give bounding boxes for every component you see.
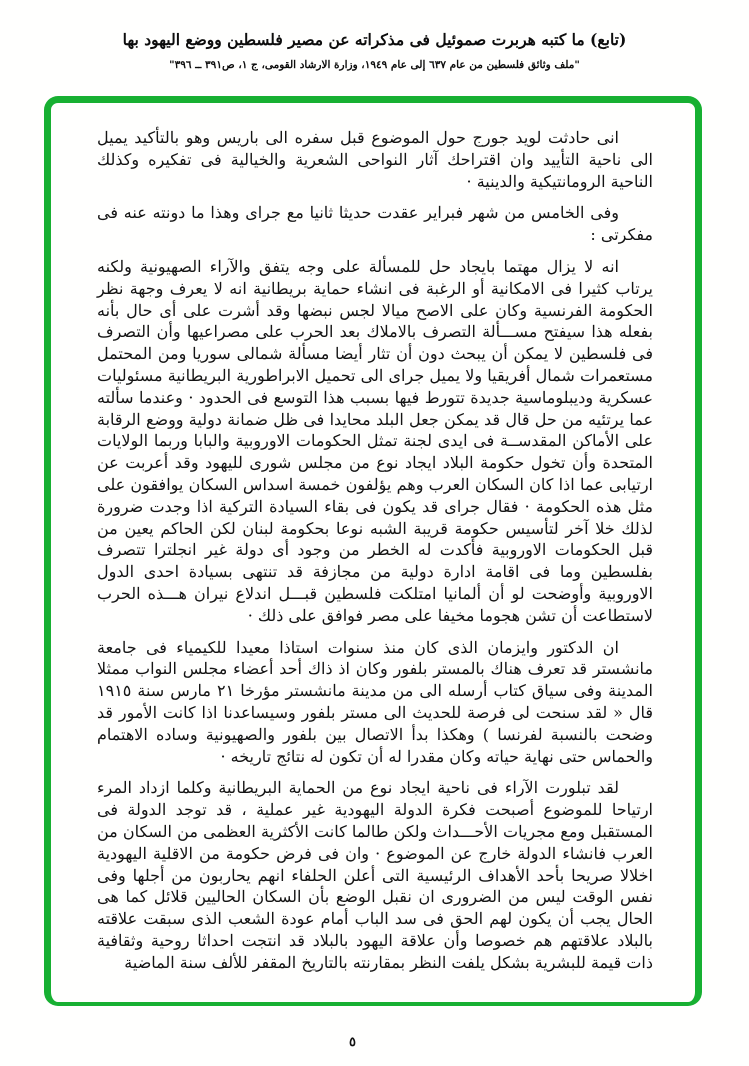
paragraph: لقد تبلورت الآراء فى ناحية ايجاد نوع من الحماية البريطانية وكلما ازداد المرء ارتياحا للموضوع أصبحت فكرة الدولة اليهودية غير عملية ، قد توجد الدولة فى المستقبل ومع مجريات الأحـــداث ولكن طالما كانت الأكثرية العظمى من السكان من العرب فانشاء الدولة خارج عن الموضوع · وان فى فرض حكومة من الاقلية اليهودية اخلالا صريحا بأحد الأهداف الرئيسية التى أعلن الحلفاء انهم يحاربون من أجلها وفى نفس الوقت ليس من الضرورى ان نقبل الوضع بأن السكان الحاليين قلائل كما هى الحال يجب أن يكون لهم الحق فى سد الباب أمام عودة الشعب الذى سبقت علاقته بالبلاد علاقتهم هم خصوصا وأن علاقة اليهود بالبلاد قد انتجت احداثا روحية وثقافية ذات قيمة للبشرية بشكل يلفت النظر بمقارنته بالتاريخ المقفر للألف سنة الماضية (97, 778, 653, 972)
paragraph: انى حادثت لويد جورج حول الموضوع قبل سفره الى باريس وهو بالتأكيد يميل الى ناحية التأييد وان اقتراحك آثار النواحى الشعرية والخيالية فى تفكيره وكذلك الناحية الرومانتيكية والدينية · (97, 128, 653, 191)
page-header (0, 30, 749, 71)
document-title: (تابع) ما كتبه هربرت صموئيل فى مذكراته عن مصير فلسطين ووضع اليهود بها (122, 30, 627, 49)
paragraph: وفى الخامس من شهر فبراير عقدت حديثا ثانيا مع جراى وهذا ما دونته عنه فى مفكرتى : (97, 203, 653, 245)
document-body-text (97, 127, 653, 973)
page-number: ٥ (349, 1035, 356, 1050)
document-source-citation: "ملف وثائق فلسطين من عام ٦٣٧ إلى عام ١٩٤٩، وزارة الارشاد القومى، ج ١، ص٣٩١ ــ ٣٩٦" (169, 59, 580, 71)
paragraph: ان الدكتور وايزمان الذى كان منذ سنوات استاذا معيدا للكيمياء فى جامعة مانشستر قد تعرف هناك بالمستر بلفور وكان اذ ذاك أحد أعضاء مجلس النواب ممثلا المدينة وفى سياق كتاب أرسله الى من مدينة مانشستر مؤرخا ٢١ مارس سنة ١٩١٥ قال « لقد سنحت لى فرصة للحديث الى مستر بلفور وسيساعدنا اذا كانت الأمور قد وضحت بالنسبة لفرنسا ) وهكذا بدأ الاتصال بين بلفور والصهيونية وساده الاهتمام والحماس حتى نهاية حياته وكان مقدرا له أن تكون له نتائج تاريخه · (97, 637, 654, 766)
green-annotation-frame (44, 96, 702, 1006)
paragraph: انه لا يزال مهتما بايجاد حل للمسألة على وجه يتفق والآراء الصهيونية ولكنه يرتاب كثيرا فى الامكانية أو الرغبة فى انشاء حماية بريطانية انه لا يعرف وجهة نظر الحكومة الفرنسية وكان على الاصح ميالا لجس نبضها وقد أشرت على أى حال بأنه بفعله هذا سيفتح مســـألة التصرف بالاملاك بعد الحرب على مصراعيها وأن التصرف فى فلسطين لا يمكن أن يبحث دون أن تثار أيضا مسألة شمالى سوريا ومن المحتمل مستعمرات شمال أفريقيا ولا يميل جراى الى تحميل الابراطورية البريطانية مسئوليات عسكرية وديبلوماسية جديدة تتورط فيها بسبب هذا التوسع فى الحدود · وعندما سألته عما يرتئيه من حل قال قد يمكن جعل البلد محايدا فى ظل ضمانة دولية ووضع الرقابة على الأماكن المقدســة فى ايدى لجنة تمثل الحكومات الاوروبية والبابا وربما الولايات المتحدة وأن تخول حكومة البلاد ايجاد نوع من مجلس شورى لليهود وقد أعربت عن ارتيابى عما اذا كان السكان العرب وهم يؤلفون خمسة اسداس السكان يوافقون على مثل هذه الحكومة · فقال جراى قد يكون فى بقاء السيادة التركية اذا وجدت ضرورة لذلك خلا آخر لتأسيس حكومة قريبة الشبه نوعا بحكومة لبنان لكن الحاكم يعين من قبل الحكومات الاوروبية فأكدت له الخطر من وجود أى دولة غير انجلترا تتصرف بفلسطين وما فى اقامة ادارة دولية من مجازفة قد تنتهى بسيادة احدى الدول الاوروبية وأوضحت لو أن ألمانيا امتلكت فلسطين قبـــل اندلاع نيران هـــذه الحرب لاستطاعت أن تشن هجوما مخيفا على مصر فوافق على ذلك · (97, 256, 654, 625)
